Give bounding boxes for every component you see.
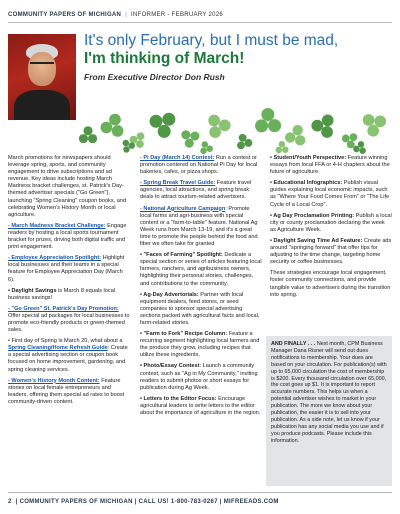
list-item — [140, 396, 262, 417]
list-item — [140, 155, 262, 176]
box-lead: AND FINALLY . . . — [271, 341, 316, 347]
item-heading: • Photo/Essay Contest — [140, 363, 200, 370]
item-text: Feature winning essays from local FFA or 4-H chapters about the future of agriculture. — [270, 155, 390, 176]
headline — [84, 32, 390, 68]
list-item — [8, 255, 130, 283]
list-item — [140, 206, 262, 249]
item-text: Feature travel agencies, local attractions, and spring break deals to attract tourism-related advertisers. — [140, 180, 252, 201]
column-1 — [8, 155, 130, 410]
list-item — [8, 306, 130, 334]
item-text: Offer special ad packages for local businesses to promote eco-friendly products or green-themed sales. — [8, 312, 130, 334]
item-heading: • Ag Day Proclamation Printing: — [270, 212, 355, 219]
column-3 — [270, 155, 392, 303]
item-text: is March 8 equals local business savings! — [8, 287, 116, 301]
page-number: 2 — [8, 499, 12, 505]
list-item — [140, 252, 262, 287]
item-text: Dedicate a special section or series of articles featuring local farmers, ranchers, and agribusiness owners, highlighting their personal stories, challenges, and contributions to the community. — [140, 252, 262, 287]
dues-notice-box — [266, 336, 392, 486]
item-text: Feature a recurring segment highlighting local farmers and the produce they grow, including recipes that utilize these ingredients. — [140, 331, 260, 359]
item-text: Feature stories on local female entrepreneurs and leaders, offering them special ad rates to boost community-driven content. — [8, 377, 125, 405]
footer-divider — [8, 492, 392, 493]
list-item — [140, 292, 262, 327]
item-link[interactable]: - Pi Day (March 14) Contest: — [140, 155, 215, 161]
item-text: : Promote local farms and agri-business with special content or a "farm-to-table" feature. National Ag Week runs from March 13-19, and it's a great time to promote the people behind the food and fiber we often take for granted — [140, 205, 258, 248]
column-2 — [140, 155, 262, 421]
headline-line2: I'm thinking of March! — [84, 50, 245, 67]
hero-section — [8, 26, 392, 154]
item-link[interactable]: Spring Cleaning/Home Refresh Guide — [8, 345, 108, 352]
box-text: Next month, CPM Business Manager Dana Risner will send out dues notifications to membership. Your dues are based on your circulation. For publication(s) with up to 65,000 circulation the cost of membership is $200. Every thousand circulation over 65,000, the cost goes up $1. It is important to report accurate numbers. This helps us when a potential advertiser wishes to market in your publication. The more we know about your publication, the easier it is to sell into your publication. As a side note, let us know if your publication has any social media you use and if you produce podcasts. Please include this information. — [271, 341, 387, 444]
publication-name: COMMUNITY PAPERS OF MICHIGAN — [8, 12, 122, 18]
item-heading: • Letters to the Editor Focus: — [140, 395, 217, 402]
list-item — [8, 378, 130, 406]
byline: From Executive Director Don Rush — [84, 72, 225, 82]
list-item — [8, 223, 130, 251]
footer-text: | COMMUNITY PAPERS OF MICHIGAN | CALL US! 1-800-783-0267 | MIFREEADS.COM — [15, 499, 279, 505]
item-text: • First day of Spring is March 20, what about a — [8, 338, 123, 345]
item-link[interactable]: - Women's History Month Content: — [8, 377, 100, 384]
list-item — [140, 180, 262, 201]
item-heading: • Daylight Savings — [8, 287, 57, 294]
item-heading: • Student/Youth Perspective: — [270, 155, 347, 161]
item-link[interactable]: - Employee Appreciation Spotlight: — [8, 255, 102, 262]
item-text: Highlight local businesses and their teams in a special feature for Employee Appreciation Day (March 6). — [8, 255, 125, 283]
list-item — [8, 288, 130, 302]
item-text: Publish a local city or county proclamation declaring the week as Agriculture Week. — [270, 212, 392, 233]
item-link[interactable]: - Spring Break Travel Guide: — [140, 180, 216, 187]
item-heading: • "Farm to Fork" Recipe Column: — [140, 331, 228, 338]
item-text: Run a contest or promotion centered on National Pi Day for local bakeries, cafes, or pizza shops. — [140, 155, 258, 176]
list-item — [140, 363, 262, 391]
headline-line1: It's only February, but I must be mad, — [84, 32, 339, 49]
item-text: : Create a special advertising section or coupon book focused on home improvement, gardening, and spring cleaning services. — [8, 345, 128, 373]
header-separator: | — [125, 12, 128, 18]
item-heading: • Educational Infographics: — [270, 180, 343, 187]
item-link[interactable]: - March Madness Bracket Challenge: — [8, 222, 106, 229]
item-text: Publish visual guides explaining local economic impacts, such as "Where Your Food Comes From" or "The Life Cycle of a Local Crop". — [270, 180, 390, 208]
item-heading: • Daylight Saving Time Ad Feature: — [270, 237, 363, 244]
page-footer — [8, 496, 392, 508]
list-item — [270, 180, 392, 208]
list-item — [270, 238, 392, 266]
item-heading: • Ag-Day Advertorials: — [140, 291, 199, 298]
item-link[interactable]: - "Go Green" St. Patrick's Day Promotion: — [8, 305, 119, 312]
list-item — [140, 331, 262, 359]
list-item — [270, 155, 392, 176]
author-portrait-icon — [8, 34, 76, 120]
list-item — [8, 338, 130, 373]
item-text: Encourage agricultural leaders to write letters to the editor about the importance of agriculture in the region. — [140, 395, 261, 416]
list-item — [270, 213, 392, 234]
page-header — [8, 8, 392, 22]
shamrock-clovers-icon — [68, 96, 392, 154]
header-divider — [8, 22, 392, 23]
item-heading: • "Faces of Farming" Spotlight: — [140, 252, 223, 259]
item-text: Create ads around "springing forward" that offer tips for adjusting to the time change, targeting home security or coffee businesses. — [270, 237, 392, 266]
item-text: Partner with local equipment dealers, feed stores, or seed companies to sponsor special advertising sections packed with agricultural facts and local, farm-related stories. — [140, 291, 260, 326]
intro-paragraph: March promotions for newspapers should leverage spring, sports, and community engagement to drive subscriptions and ad revenue. Key ideas include hosting March Madness bracket challenges, st. Patrick's Day-themed advertiser specials ("Go Green"), launching "Spring Cleaning" coupon books, and celebrating Women's History Month or local agriculture. — [8, 155, 127, 218]
item-text: Engage readers by hosting a local sports tournament bracket for prizes, driving both digital traffic and print engagement. — [8, 222, 127, 251]
closing-paragraph: These strategies encourage local engagement, foster community connections, and provide tangible value to advertisers during the transition into spring. — [270, 270, 391, 298]
item-text: : Launch a community contest, such as "Ag in My Community," inviting readers to submit photos or short essays for publication during Ag Week. — [140, 363, 258, 391]
item-link[interactable]: - National Agriculture Campaign — [140, 205, 226, 212]
issue-label: INFORMER - FEBRUARY 2026 — [131, 12, 224, 18]
